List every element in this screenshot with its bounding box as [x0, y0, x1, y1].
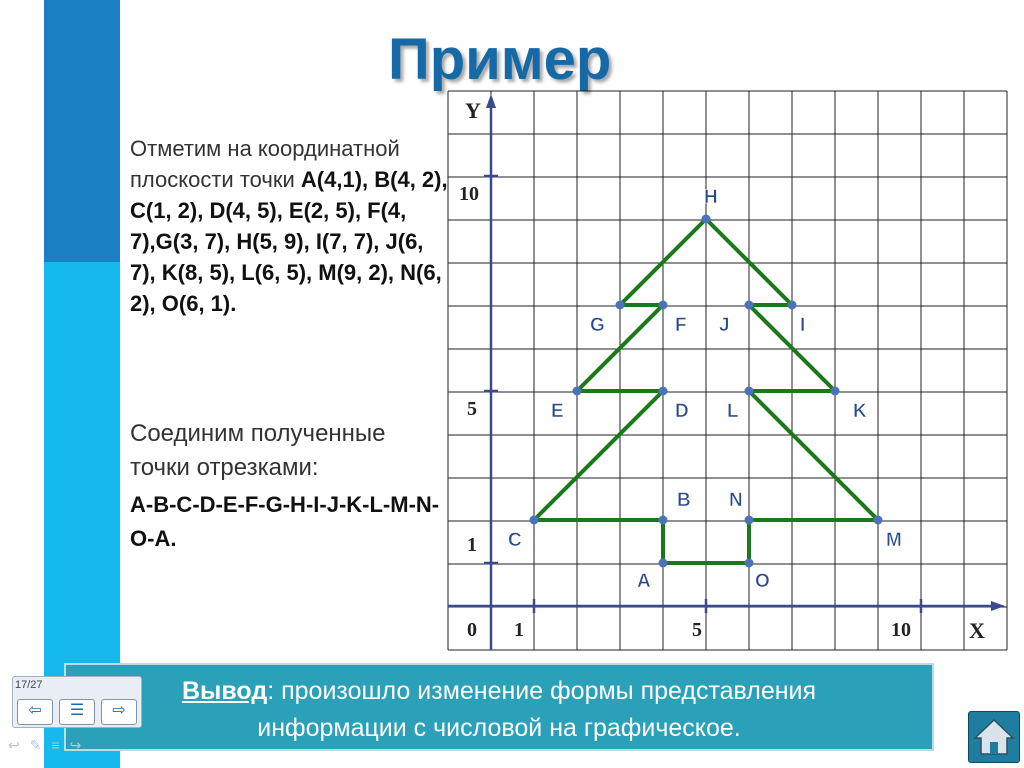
conclusion-label: Вывод: [181, 677, 268, 705]
point-n: [745, 516, 754, 525]
page-title: Пример: [388, 27, 612, 92]
point-a: [659, 559, 668, 568]
y-axis-label: Y: [465, 98, 481, 123]
x-tick-label: 5: [692, 619, 702, 641]
point-label-k: K: [853, 401, 867, 422]
prev-slide-button[interactable]: [17, 699, 53, 725]
next-slide-button[interactable]: [101, 699, 137, 725]
home-button[interactable]: [968, 711, 1020, 763]
point-k: [831, 387, 840, 396]
point-label-n: N: [729, 490, 743, 511]
point-label-h: H: [704, 187, 718, 208]
y-tick-label: 10: [459, 183, 479, 205]
point-b: [659, 516, 668, 525]
point-label-e: E: [551, 401, 564, 422]
y-axis-arrow: [486, 94, 496, 108]
x-axis-label: X: [969, 618, 985, 643]
point-label-d: D: [675, 401, 689, 422]
task-description: [130, 133, 450, 319]
point-label-g: G: [590, 315, 605, 336]
points-list: A(4,1), B(4, 2), C(1, 2), D(4, 5), E(2, 5), F(4, 7),G(3, 7), H(5, 9), I(7, 7), J(6, 7), K(8, 5), L(6, 5), M(9, 2), N(6, 2), O(6, 1).: [130, 167, 448, 316]
point-label-i: I: [800, 315, 806, 336]
conclusion-text-1: : произошло изменение формы представления: [267, 677, 817, 705]
point-label-j: J: [719, 315, 730, 336]
point-label-c: C: [508, 530, 522, 551]
conclusion-box: [64, 663, 934, 751]
slide-counter: 17/27: [15, 679, 43, 691]
x-tick-label: 10: [891, 619, 911, 641]
conclusion-text-2: информации с числовой на графическое.: [257, 714, 741, 742]
arrow-right-icon: ⇨: [112, 702, 126, 719]
x-tick-label: 0: [467, 619, 477, 641]
point-o: [745, 559, 754, 568]
point-f: [659, 301, 668, 310]
point-g: [616, 301, 625, 310]
home-icon: [969, 712, 1019, 762]
point-label-f: F: [675, 315, 687, 336]
slide-navigator: [12, 676, 142, 728]
point-j: [745, 301, 754, 310]
accent-band-top: [44, 0, 120, 262]
point-label-a: A: [637, 571, 651, 592]
point-label-l: L: [727, 401, 739, 422]
point-label-m: M: [886, 530, 902, 551]
connect-instruction: Соединим полученные точки отрезками:: [130, 420, 386, 481]
point-sequence: A-B-C-D-E-F-G-H-I-J-K-L-M-N-O-A.: [130, 492, 440, 551]
point-label-b: B: [677, 490, 691, 511]
slideshow-tools[interactable]: [8, 737, 91, 754]
pen-icon: ✎: [29, 737, 52, 753]
forward-arrow-icon: ↪: [69, 737, 92, 753]
menu-icon: ≡: [51, 737, 70, 753]
y-tick-label: 1: [467, 534, 477, 556]
coordinate-plane: [445, 90, 1010, 655]
slide-menu-icon: ☰: [69, 702, 85, 719]
slide-menu-button[interactable]: [59, 699, 95, 725]
point-m: [874, 516, 883, 525]
arrow-left-icon: ⇦: [28, 702, 42, 719]
x-axis-arrow: [991, 601, 1005, 611]
y-tick-label: 5: [467, 398, 477, 420]
back-arrow-icon: ↩: [8, 737, 30, 753]
point-l: [745, 387, 754, 396]
point-d: [659, 387, 668, 396]
point-c: [530, 516, 539, 525]
x-tick-label: 1: [514, 619, 524, 641]
intro-text: Отметим на координатной плоскости точки: [130, 136, 400, 192]
point-e: [573, 387, 582, 396]
point-label-o: O: [755, 571, 770, 592]
point-h: [702, 215, 711, 224]
point-i: [788, 301, 797, 310]
